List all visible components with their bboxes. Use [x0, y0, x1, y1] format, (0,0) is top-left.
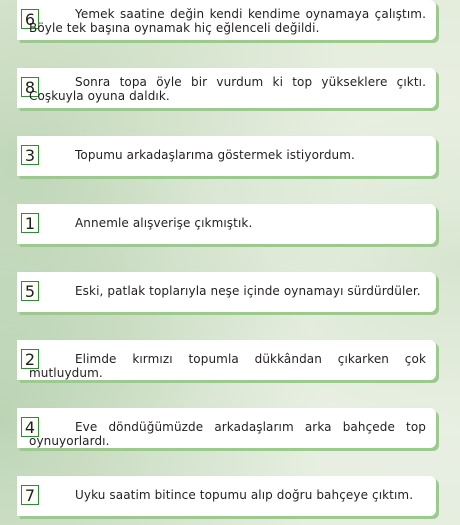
list-item: [17, 408, 436, 448]
sentence-text: Uyku saatim bitince topumu alıp doğru bahçeye çıktım.: [75, 488, 414, 502]
order-number-box[interactable]: 1: [21, 213, 39, 233]
list-item: [17, 136, 436, 176]
order-number-box[interactable]: 8: [21, 77, 39, 97]
sentence-text: Sonra topa öyle bir vurdum ki top yükseklere çıktı. Coşkuyla oyuna daldık.: [29, 75, 426, 103]
list-item: [17, 340, 436, 380]
list-item: [17, 68, 436, 108]
list-item: [17, 476, 436, 516]
sentence-text: Yemek saatine değin kendi kendime oynamaya çalıştım. Böyle tek başına oynamak hiç eğlenceli değildi.: [29, 7, 426, 35]
list-item: [17, 0, 436, 40]
sentence-text: Topumu arkadaşlarıma göstermek istiyordum.: [75, 148, 355, 162]
list-item: [17, 272, 436, 312]
order-number-box[interactable]: 3: [21, 145, 39, 165]
sentence-text: Eve döndüğümüzde arkadaşlarım arka bahçede top oynuyorlardı.: [29, 420, 426, 448]
order-number-box[interactable]: 2: [21, 349, 39, 369]
sentence-text: Elimde kırmızı topumla dükkândan çıkarken çok mutluydum.: [29, 352, 426, 380]
order-number-box[interactable]: 5: [21, 281, 39, 301]
order-number-box[interactable]: 6: [21, 9, 39, 29]
sentence-text: Annemle alışverişe çıkmıştık.: [75, 216, 253, 230]
sentence-text: Eski, patlak toplarıyla neşe içinde oynamayı sürdürdüler.: [75, 284, 421, 298]
list-item: [17, 204, 436, 244]
order-number-box[interactable]: 4: [21, 417, 39, 437]
order-number-box[interactable]: 7: [21, 485, 39, 505]
